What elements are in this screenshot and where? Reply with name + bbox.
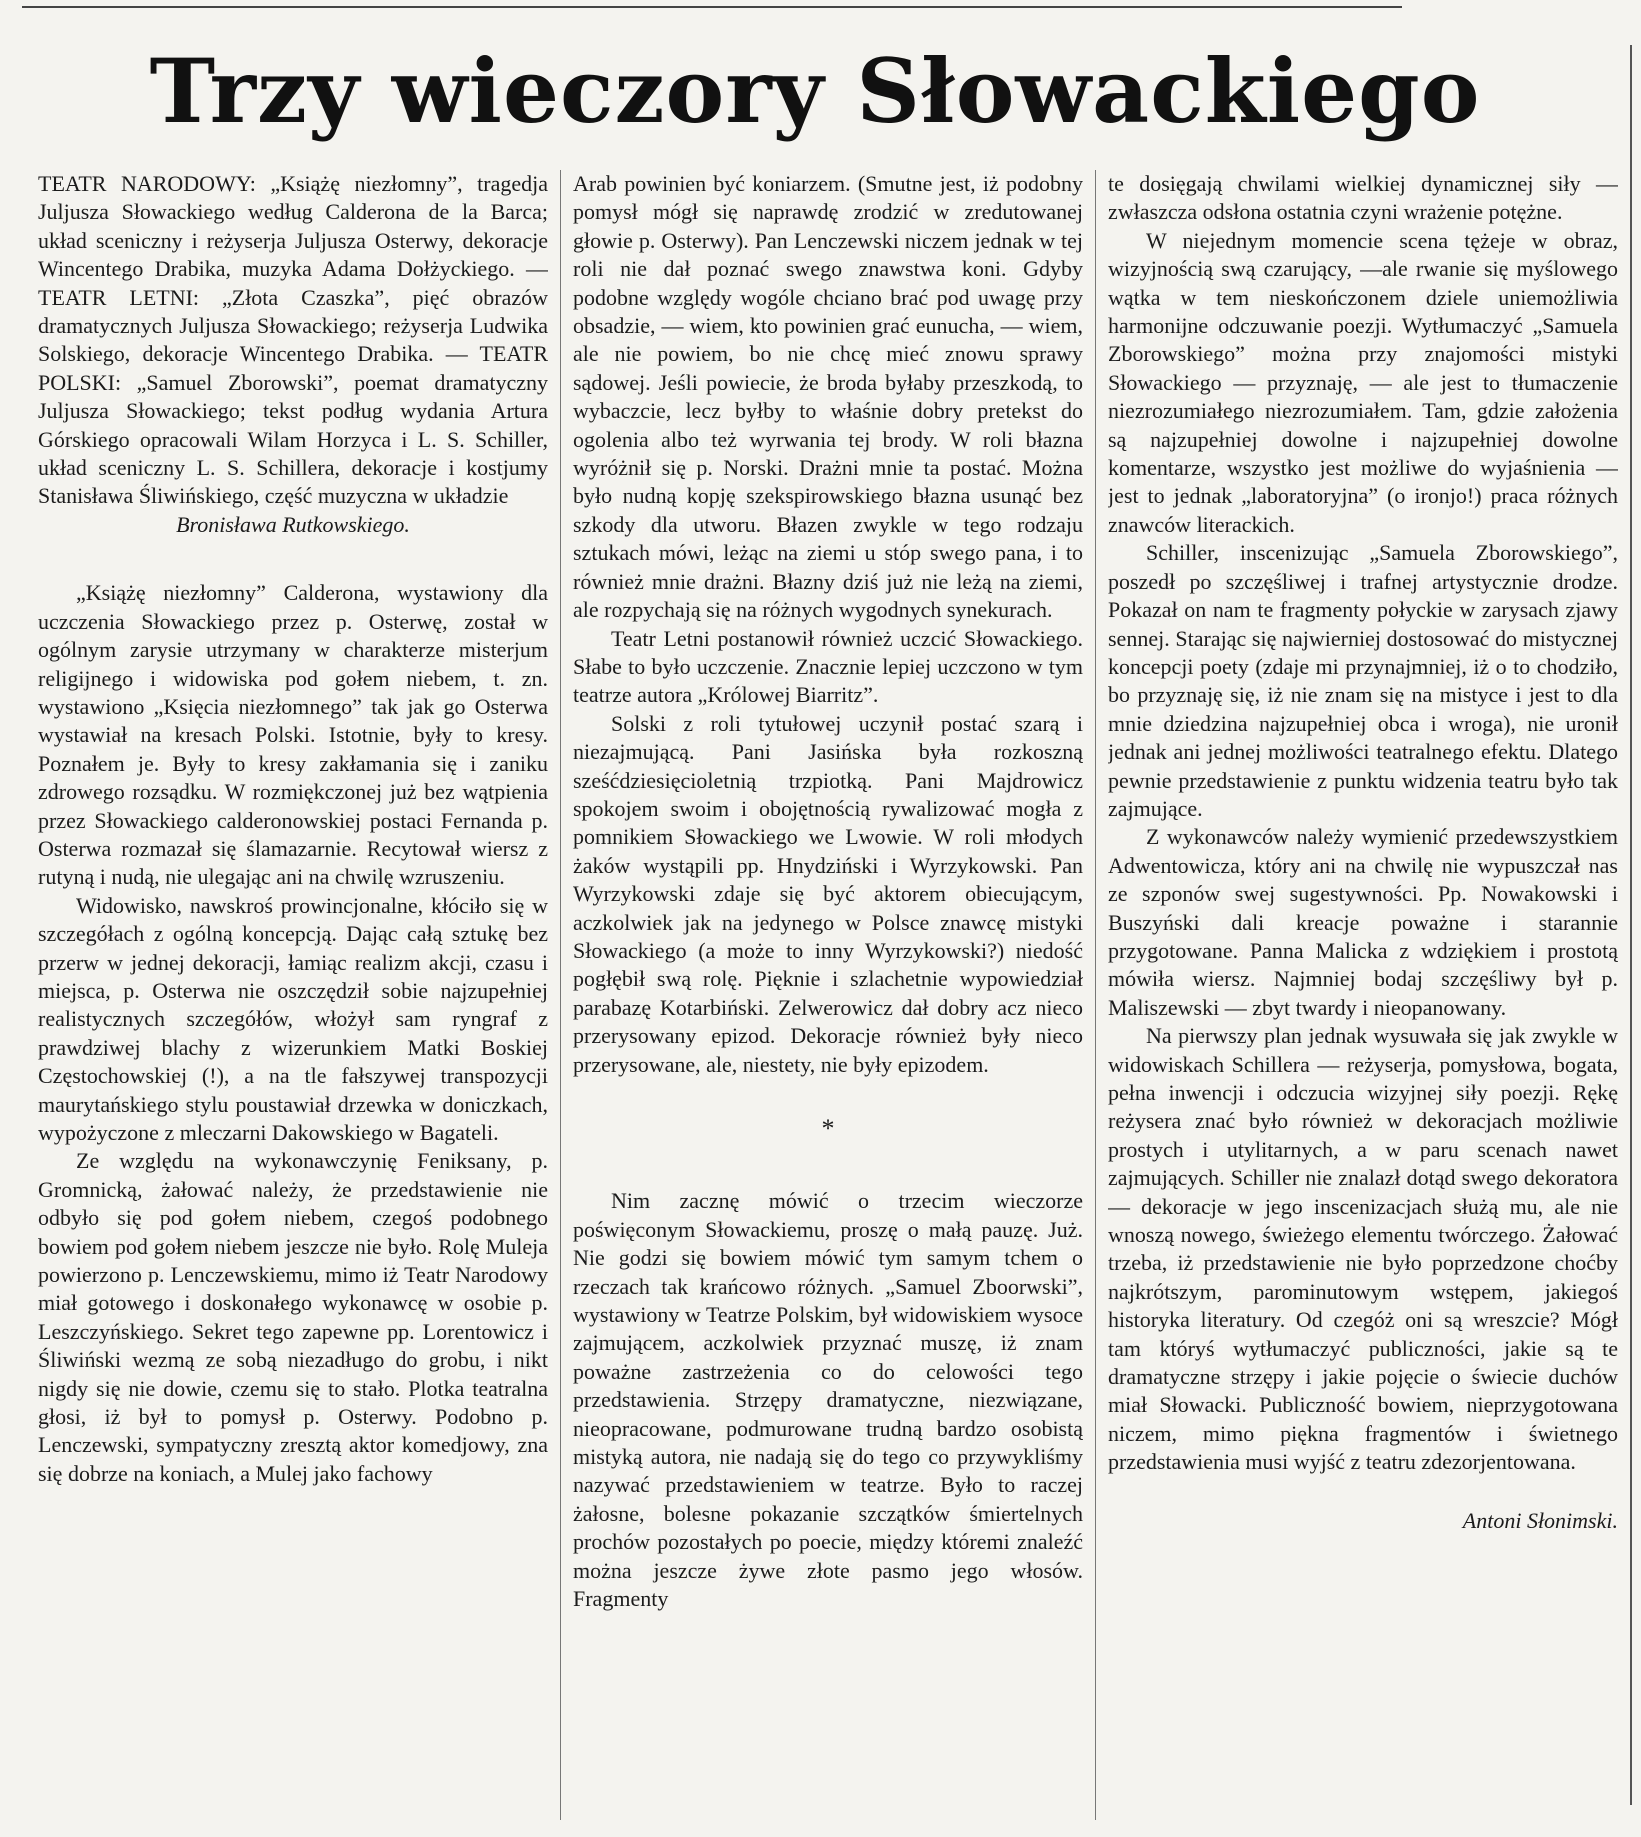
column-1 [38,170,548,1820]
paragraph: Schiller, inscenizując „Samuela Zborowskiego”, poszedł po szczęśliwej i trafnej artystycznie drodze. Pokazał on nam te fragmenty połyckie w zarysach zjawy sennej. Starając się najwierniej dostosować do mistycznej koncepcji poety (zdaje mi przynajmniej, iż o to chodziło, bo przyznaję się, iż nie znam się na mistyce i jest to dla mnie dziedzina najzupełniej obca i wroga), nie uronił jednak ani jednej możliwości teatralnego efektu. Dlatego pewnie przedstawienie z punktu widzenia teatru było tak zajmujące. [1108,540,1618,821]
top-rule [22,6,1402,8]
paragraph: Na pierwszy plan jednak wysuwała się jak zwykle w widowiskach Schillera — reżyserja, pomysłowa, bogata, pełna inwencji i odczucia wizyjnej siły poezji. Rękę reżysera znać było również w dekoracjach możliwie prostych i utylitarnych, a w paru scenach nawet zajmujących. Schiller nie znalazł dotąd swego dekoratora — dekoracje w jego inscenizacjach służą mu, ale nie wnoszą nowego, świeżego elementu twórczego. Żałować trzeba, iż przedstawienie nie było poprzedzone choćby najkrótszym, parominutowym wstępem, jakiegoś historyka literatury. Od czegóż oni są wreszcie? Mógł tam któryś wytłumaczyć publiczności, jakie są te dramatyczne strzępy i jakie pojęcie o świecie duchów miał Słowacki. Publiczność bowiem, nieprzygotowana niczem, mimo piękna fragmentów i świetnego przedstawienia musi wyjść z teatru zdezorjentowana. [1108,1023,1618,1475]
credits-last-line: Bronisława Rutkowskiego. [176,511,410,537]
paragraph: Nim zacznę mówić o trzecim wieczorze poświęconym Słowackiemu, proszę o małą pauzę. Już. Nie godzi się bowiem mówić tym samym tchem o rzeczach tak krańcowo różnych. „Samuel Zboorwski”, wystawiony w Teatrze Polskim, był widowiskiem wysoce zajmującem, aczkolwiek przyznać muszę, iż znam poważne zastrzeżenia co do celowości tego przedstawienia. Strzępy dramatyczne, niezwiązane, nieopracowane, podmurowane trudną bardzo osobistą mistyką autora, nie nadają się do tego co przywykliśmy nazywać przedstawieniem w teatrze. Było to raczej żałosne, bolesne pokazanie szczątków śmiertelnych prochów pozostałych po poecie, między któremi znaleźć można jeszcze żywe złote pasmo jego włosów. Fragmenty [573,1188,1083,1612]
section-separator: * [821,1114,835,1143]
right-margin-rule [1630,45,1632,1805]
production-credits [38,170,548,539]
column-divider [560,170,561,1820]
paragraph: te dosięgają chwilami wielkiej dynamicznej siły — zwłaszcza odsłona ostatnia czyni wrażenie potężne. [1108,171,1618,225]
paragraph: Ze względu na wykonawczynię Feniksany, p. Gromnicką, żałować należy, że przedstawienie nie odbyło się pod gołem niebem, czegoś podobnego bowiem pod gołem niebem jeszcze nie było. Rolę Muleja powierzono p. Lenczewskiemu, mimo iż Teatr Narodowy miał gotowego i doskonałego wykonawcę w osobie p. Leszczyńskiego. Sekret tego zapewne pp. Lorentowicz i Śliwiński wezmą ze sobą niezadługo do grobu, i nikt nigdy się nie dowie, czemu się to stało. Plotka teatralna głosi, iż był to pomysł p. Osterwy. Podobno p. Lenczewski, sympatyczny zresztą aktor komedjowy, zna się dobrze na koniach, a Mulej jako fachowy [38,1148,548,1486]
credits-text: TEATR NARODOWY: „Książę niezłomny”, tragedja Juljusza Słowackiego według Calderona de la Barca; układ sceniczny i reżyserja Juljusza Osterwy, dekoracje Wincentego Drabika, muzyka Adama Dołżyckiego. — TEATR LETNI: „Złota Czaszka”, pięć obrazów dramatycznych Juljusza Słowackiego; reżyserja Ludwika Solskiego, dekoracje Wincentego Drabika. — TEATR POLSKI: „Samuel Zborowski”, poemat dramatyczny Juljusza Słowackiego; tekst podług wydania Artura Górskiego opracowali Wilam Horzyca i L. S. Schiller, układ sceniczny L. S. Schillera, dekoracje i kostjumy Stanisława Śliwińskiego, część muzyczna w układzie [38,171,548,509]
paragraph: Solski z roli tytułowej uczynił postać szarą i niezajmującą. Pani Jasińska była rozkoszną sześćdziesięcioletnią trzpiotką. Pani Majdrowicz spokojem swoim i obojętnością rywalizować mogła z pomnikiem Słowackiego we Lwowie. W roli młodych żaków wystąpili pp. Hnydziński i Wyrzykowski. Pan Wyrzykowski zdaje się być aktorem obiecującym, aczkolwiek jak na jedynego w Polsce znawcę mistyki Słowackiego (a może to inny Wyrzykowski?) niedość pogłębił swą rolę. Pięknie i szlachetnie wypowiedział parabazę Kotarbiński. Zelwerowicz dał dobry acz nieco przerysowany epizod. Dekoracje również były nieco przerysowane, ale, niestety, nie były epizodem. [573,710,1083,1077]
paragraph: Arab powinien być koniarzem. (Smutne jest, iż podobny pomysł mógł się naprawdę zrodzić w zredutowanej głowie p. Osterwy). Pan Lenczewski niczem jednak w tej roli nie dał poznać swego znawstwa koni. Gdyby podobne względy wogóle chciano brać pod uwagę przy obsadzie, — wiem, kto powinien grać eunucha, — wiem, ale nie powiem, bo nie chcę mieć znowu sprawy sądowej. Jeśli powiecie, że broda byłaby przeszkodą, to wybaczcie, lecz byłby to właśnie dobry pretekst do ogolenia albo też wyrwania tej brody. W roli błazna wyróżnił się p. Norski. Drażni mnie ta postać. Można było nudną kopję szekspirowskiego błazna usunąć bez szkody dla utworu. Błazen zwykle w tego rodzaju sztukach mówi, leżąc na ziemi u stóp swego pana, i to również mnie drażni. Błazny dziś już nie leżą na ziemi, ale rozpychają się na różnych wygodnych synekurach. [573,171,1083,623]
paragraph: Z wykonawców należy wymienić przedewszystkiem Adwentowicza, który ani na chwilę nie wypuszczał nas ze szponów swej sugestywności. Pp. Nowakowski i Buszyński dali kreacje poważne i starannie przygotowane. Panna Malicka z wdziękiem i prostotą mówiła wiersz. Najmniej bodaj szczęśliwy był p. Maliszewski — zbyt twardy i nieopanowany. [1108,824,1618,1020]
paragraph: Widowisko, nawskroś prowincjonalne, kłóciło się w szczegółach z ogólną koncepcją. Dając całą sztukę bez przerw w jednej dekoracji, łamiąc realizm akcji, czasu i miejsca, p. Osterwa nie oszczędził sobie najzupełniej realistycznych szczegółów, włożył sam ryngraf z prawdziwej blachy z wizerunkiem Matki Boskiej Częstochowskiej (!), a na tle fałszywej transpozycji maurytańskiego stylu poustawiał drzewka w doniczkach, wypożyczone z mleczarni Dakowskiego w Bagateli. [38,892,548,1145]
column-2 [573,170,1083,1820]
article-columns [38,170,1618,1820]
column-divider [1095,170,1096,1820]
paragraph: „Książę niezłomny” Calderona, wystawiony dla uczczenia Słowackiego przez p. Osterwę, został w ogólnym zarysie utrzymany w charakterze misterjum religijnego i widowiska pod gołem niebem, t. zn. wystawiono „Księcia niezłomnego” tak jak go Osterwa wystawiał na kresach Polski. Istotnie, były to kresy. Poznałem je. Były to kresy zakłamania się i zaniku zdrowego rozsądku. W rozmiękczonej już bez wątpienia przez Słowackiego calderonowskiej postaci Fernanda p. Osterwa rozmazał się ślamazarnie. Recytował wiersz z rutyną i nudą, nie ulegając ani na chwilę wzruszeniu. [38,580,548,890]
column-3 [1108,170,1618,1820]
article-headline: Trzy wieczory Słowackiego [149,39,1481,143]
paragraph: Teatr Letni postanowił również uczcić Słowackiego. Słabe to było uczczenie. Znacznie lepiej uczczono w tym teatrze autora „Królowej Biarritz”. [573,625,1083,708]
author-signature: Antoni Słonimski. [1462,1507,1618,1533]
paragraph: W niejednym momencie scena tężeje w obraz, wizyjnością swą czarujący, —ale rwanie się myślowego wątka w tem nieskończonem dziele uniemożliwia harmonijne odczuwanie poezji. Wytłumaczyć „Samuela Zborowskiego” można przy znajomości mistyki Słowackiego — przyznaję, — ale jest to tłumaczenie niezrozumiałego niezrozumiałem. Tam, gdzie założenia są najzupełniej dowolne i najzupełniej dowolne komentarze, wszystko jest możliwe do wyjaśnienia — jest to jednak „laboratoryjna” (o ironjo!) praca różnych znawców literackich. [1108,227,1618,537]
